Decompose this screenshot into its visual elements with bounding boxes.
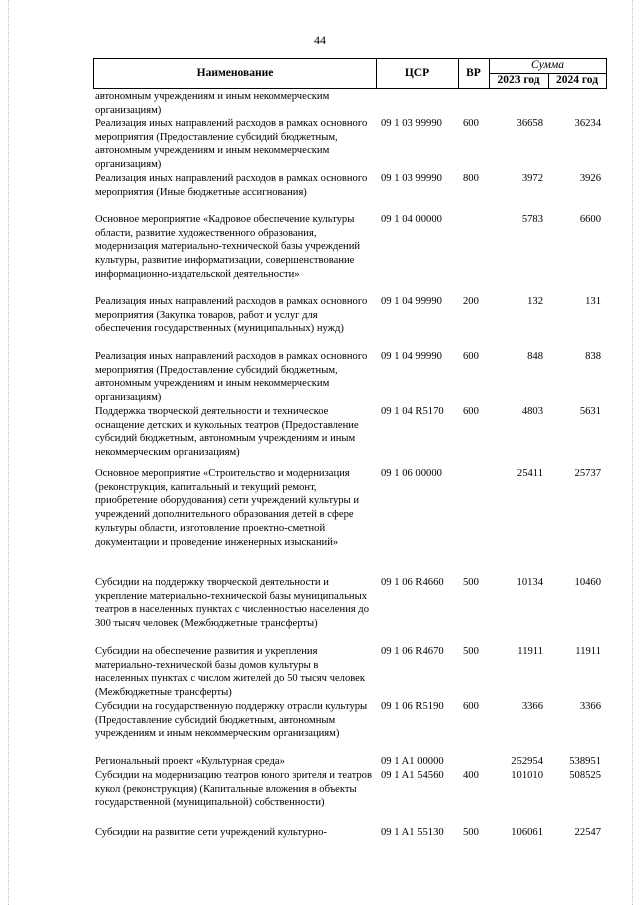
row-csr: 09 1 04 00000 bbox=[381, 214, 442, 225]
table-header bbox=[93, 58, 607, 89]
row-sum-2024: 36234 bbox=[574, 118, 601, 129]
row-sum-2024: 25737 bbox=[574, 468, 601, 479]
row-name: Реализация иных направлений расходов в рамках основного мероприятия (Предоставление субсидий бюджетным, автономным учреждениям и иным некоммерческим организациям) bbox=[95, 118, 368, 171]
row-sum-2023: 106061 bbox=[511, 827, 543, 838]
row-sum-2024: 838 bbox=[585, 351, 601, 362]
row-vr: 600 bbox=[463, 118, 479, 129]
row-name: Субсидии на обеспечение развития и укрепления материально-технической базы домов культуры в населенных пунктах с числом жителей до 50 тысяч человек (Межбюджетные трансферты) bbox=[95, 646, 366, 699]
row-vr: 600 bbox=[463, 406, 479, 417]
row-sum-2023: 36658 bbox=[516, 118, 543, 129]
row-vr: 500 bbox=[463, 646, 479, 657]
row-vr: 800 bbox=[463, 173, 479, 184]
row-sum-2024: 508525 bbox=[569, 770, 601, 781]
header-2024: 2024 год bbox=[555, 74, 599, 86]
row-sum-2023: 3366 bbox=[521, 701, 543, 712]
row-sum-2023: 101010 bbox=[511, 770, 543, 781]
header-vr: ВР bbox=[466, 67, 481, 79]
row-csr: 09 1 A1 55130 bbox=[381, 827, 444, 838]
row-name: Реализация иных направлений расходов в рамках основного мероприятия (Иные бюджетные ассигнования) bbox=[95, 173, 368, 198]
row-csr: 09 1 03 99990 bbox=[381, 118, 442, 129]
row-vr: 400 bbox=[463, 770, 479, 781]
row-name: Субсидии на поддержку творческой деятельности и укрепление материально-технической базы муниципальных театров в населенных пунктах с численностью населения до 300 тысяч человек (Межбюджетные трансферты) bbox=[95, 577, 369, 630]
right-margin-line bbox=[632, 0, 633, 905]
row-sum-2024: 538951 bbox=[569, 756, 601, 767]
row-sum-2023: 25411 bbox=[516, 468, 543, 479]
row-name: Региональный проект «Культурная среда» bbox=[95, 756, 285, 767]
row-sum-2024: 3366 bbox=[579, 701, 601, 712]
row-csr: 09 1 04 99990 bbox=[381, 351, 442, 362]
left-margin-line bbox=[8, 0, 9, 905]
header-2023: 2023 год bbox=[497, 74, 540, 86]
row-sum-2024: 131 bbox=[585, 296, 601, 307]
row-sum-2023: 5783 bbox=[521, 214, 543, 225]
row-vr: 500 bbox=[463, 827, 479, 838]
row-name: автономным учреждениям и иным некоммерческим организациям) bbox=[95, 91, 330, 116]
row-sum-2023: 4803 bbox=[521, 406, 543, 417]
row-name: Реализация иных направлений расходов в рамках основного мероприятия (Предоставление субсидий бюджетным, автономным учреждениям и иным некоммерческим организациям) bbox=[95, 351, 368, 404]
row-name: Субсидии на модернизацию театров юного зрителя и театров кукол (реконструкция) (Капитальные вложения в объекты государственной (муниципальной) собственности) bbox=[95, 770, 372, 809]
row-sum-2024: 6600 bbox=[579, 214, 601, 225]
row-csr: 09 1 06 R4660 bbox=[381, 577, 444, 588]
row-sum-2023: 10134 bbox=[516, 577, 543, 588]
header-csr: ЦСР bbox=[404, 67, 430, 79]
row-sum-2024: 11911 bbox=[575, 646, 601, 657]
row-sum-2023: 848 bbox=[527, 351, 543, 362]
row-sum-2024: 22547 bbox=[574, 827, 601, 838]
page-number: 44 bbox=[314, 33, 326, 47]
row-csr: 09 1 06 R5190 bbox=[381, 701, 444, 712]
row-sum-2024: 3926 bbox=[579, 173, 601, 184]
row-name: Основное мероприятие «Кадровое обеспечение культуры области, развитие художественного образования, модернизация материально-технической базы учреждений культуры, развитие информатизации, совершенствование информационно-издательской деятельности» bbox=[95, 214, 361, 280]
row-name: Субсидии на развитие сети учреждений культурно- bbox=[95, 827, 327, 838]
row-vr: 600 bbox=[463, 701, 479, 712]
row-csr: 09 1 06 R4670 bbox=[381, 646, 444, 657]
row-sum-2023: 3972 bbox=[521, 173, 543, 184]
row-name: Субсидии на государственную поддержку отрасли культуры (Предоставление субсидий бюджетным, автономным учреждениям и иным некоммерческим организациям) bbox=[95, 701, 368, 740]
row-sum-2023: 132 bbox=[527, 296, 543, 307]
row-csr: 09 1 A1 54560 bbox=[381, 770, 444, 781]
row-name: Реализация иных направлений расходов в рамках основного мероприятия (Закупка товаров, работ и услуг для обеспечения государственных (муниципальных) нужд) bbox=[95, 296, 368, 335]
row-csr: 09 1 03 99990 bbox=[381, 173, 442, 184]
header-name: Наименование bbox=[196, 67, 274, 79]
row-csr: 09 1 06 00000 bbox=[381, 468, 442, 479]
row-sum-2023: 252954 bbox=[511, 756, 543, 767]
row-sum-2024: 10460 bbox=[574, 577, 601, 588]
row-sum-2024: 5631 bbox=[579, 406, 601, 417]
row-vr: 500 bbox=[463, 577, 479, 588]
row-csr: 09 1 04 R5170 bbox=[381, 406, 444, 417]
row-name: Основное мероприятие «Строительство и модернизация (реконструкция, капитальный и текущий ремонт, приобретение оборудования) сети учреждений культуры и учреждений дополнительного образования детей в сфере культуры области, изготовление проектно-сметной документации и проведение инженерных изысканий» bbox=[95, 468, 359, 548]
row-sum-2023: 11911 bbox=[517, 646, 543, 657]
row-vr: 200 bbox=[463, 296, 479, 307]
row-name: Поддержка творческой деятельности и техническое оснащение детских и кукольных театров (Предоставление субсидий бюджетным, автономным учреждениям и иным некоммерческим организациям) bbox=[95, 406, 359, 459]
row-csr: 09 1 04 99990 bbox=[381, 296, 442, 307]
row-vr: 600 bbox=[463, 351, 479, 362]
header-sum: Сумма bbox=[531, 59, 564, 71]
row-csr: 09 1 A1 00000 bbox=[381, 756, 444, 767]
